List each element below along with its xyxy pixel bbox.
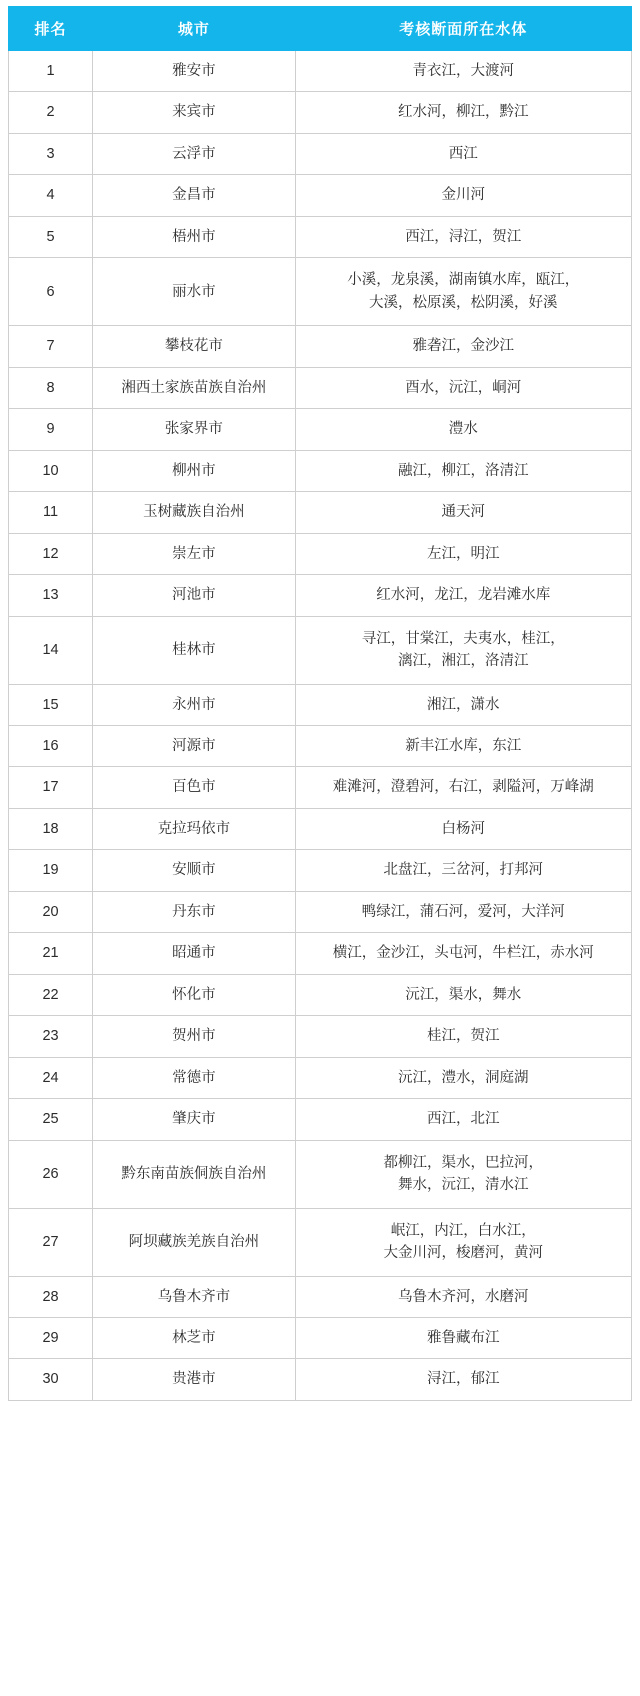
- water-body-line: 大溪，松原溪，松阴溪，好溪: [369, 294, 558, 311]
- water-body-line: 红水河，龙江，龙岩滩水库: [376, 587, 551, 604]
- table-row: [9, 1359, 632, 1400]
- water-body-line: 金川河: [441, 187, 486, 204]
- cell-water-body: [295, 684, 631, 725]
- cell-city: 乌鲁木齐市: [93, 1276, 295, 1317]
- table-row: [9, 133, 632, 174]
- cell-city: 来宾市: [93, 92, 295, 133]
- table-row: [9, 933, 632, 974]
- cell-city: 云浮市: [93, 133, 295, 174]
- cell-rank: 10: [9, 450, 93, 491]
- cell-city: 雅安市: [93, 51, 295, 92]
- table-row: [9, 974, 632, 1015]
- water-body-line: 雅砻江，金沙江: [412, 338, 515, 355]
- water-body-line: 西江，北江: [427, 1111, 500, 1128]
- cell-city: 昭通市: [93, 933, 295, 974]
- table-row: [9, 808, 632, 849]
- cell-city: 桂林市: [93, 616, 295, 684]
- table-header: [9, 7, 632, 51]
- cell-water-body: [295, 367, 631, 408]
- table-row: [9, 367, 632, 408]
- cell-rank: 20: [9, 891, 93, 932]
- cell-rank: 16: [9, 725, 93, 766]
- table-row: [9, 684, 632, 725]
- water-body-line: 融江，柳江，洛清江: [398, 462, 529, 479]
- cell-water-body: [295, 575, 631, 616]
- cell-water-body: [295, 1208, 631, 1276]
- table-row: [9, 1208, 632, 1276]
- water-body-line: 雅鲁藏布江: [427, 1330, 500, 1346]
- table-row: [9, 1057, 632, 1098]
- cell-city: 林芝市: [93, 1318, 295, 1359]
- table-row: [9, 175, 632, 216]
- cell-rank: 26: [9, 1140, 93, 1208]
- cell-water-body: [295, 1318, 631, 1359]
- table-row: [9, 533, 632, 574]
- cell-water-body: [295, 1099, 631, 1140]
- cell-city: 柳州市: [93, 450, 295, 491]
- water-body-line: 沅江，渠水，舞水: [405, 986, 522, 1003]
- table-row: [9, 1016, 632, 1057]
- cell-water-body: [295, 450, 631, 491]
- table-row: [9, 850, 632, 891]
- cell-city: 贵港市: [93, 1359, 295, 1400]
- table-row: [9, 326, 632, 367]
- water-body-line: 都柳江，渠水，巴拉河，: [383, 1154, 544, 1171]
- cell-rank: 5: [9, 216, 93, 257]
- water-body-line: 湘江，潇水: [427, 696, 500, 713]
- cell-city: 阿坝藏族羌族自治州: [93, 1208, 295, 1276]
- table-row: [9, 891, 632, 932]
- cell-water-body: [295, 326, 631, 367]
- cell-city: 百色市: [93, 767, 295, 808]
- table-header-row: [9, 7, 632, 51]
- cell-rank: 14: [9, 616, 93, 684]
- water-body-line: 西江: [448, 145, 478, 162]
- cell-city: 丽水市: [93, 258, 295, 326]
- cell-water-body: [295, 891, 631, 932]
- water-body-line: 澧水: [448, 421, 478, 438]
- cell-rank: 18: [9, 808, 93, 849]
- cell-rank: 19: [9, 850, 93, 891]
- city-water-ranking-table: [8, 6, 632, 1401]
- water-body-line: 桂江，贺江: [427, 1028, 500, 1045]
- water-body-line: 寻江，甘棠江，夫夷水，桂江，: [361, 630, 565, 647]
- cell-city: 黔东南苗族侗族自治州: [93, 1140, 295, 1208]
- cell-water-body: [295, 1276, 631, 1317]
- cell-city: 河源市: [93, 725, 295, 766]
- table-row: [9, 92, 632, 133]
- water-body-line: 鸭绿江，蒲石河，爱河，大洋河: [361, 903, 565, 920]
- water-body-line: 北盘江，三岔河，打邦河: [383, 862, 544, 879]
- table-row: [9, 492, 632, 533]
- cell-city: 湘西土家族苗族自治州: [93, 367, 295, 408]
- cell-water-body: [295, 933, 631, 974]
- cell-water-body: [295, 767, 631, 808]
- cell-rank: 6: [9, 258, 93, 326]
- table-row: [9, 1276, 632, 1317]
- cell-city: 玉树藏族自治州: [93, 492, 295, 533]
- cell-city: 河池市: [93, 575, 295, 616]
- water-body-line: 青衣江，大渡河: [412, 63, 515, 79]
- cell-water-body: [295, 725, 631, 766]
- cell-city: 张家界市: [93, 409, 295, 450]
- cell-water-body: [295, 92, 631, 133]
- cell-rank: 27: [9, 1208, 93, 1276]
- table-row: [9, 1318, 632, 1359]
- cell-rank: 2: [9, 92, 93, 133]
- table-row: [9, 51, 632, 92]
- table-row: [9, 1140, 632, 1208]
- column-header-water: 考核断面所在水体: [295, 7, 631, 51]
- cell-water-body: [295, 258, 631, 326]
- column-header-rank: 排名: [9, 7, 93, 51]
- cell-rank: 15: [9, 684, 93, 725]
- cell-city: 永州市: [93, 684, 295, 725]
- cell-water-body: [295, 1359, 631, 1400]
- cell-rank: 11: [9, 492, 93, 533]
- cell-water-body: [295, 974, 631, 1015]
- table-row: [9, 575, 632, 616]
- water-body-line: 浔江，郁江: [427, 1371, 500, 1388]
- cell-rank: 24: [9, 1057, 93, 1098]
- cell-city: 丹东市: [93, 891, 295, 932]
- cell-water-body: [295, 1016, 631, 1057]
- cell-rank: 22: [9, 974, 93, 1015]
- water-body-line: 沅江，澧水，洞庭湖: [398, 1069, 529, 1086]
- cell-city: 肇庆市: [93, 1099, 295, 1140]
- water-body-line: 西江，浔江，贺江: [405, 228, 522, 245]
- cell-city: 梧州市: [93, 216, 295, 257]
- cell-city: 金昌市: [93, 175, 295, 216]
- column-header-city: 城市: [93, 7, 295, 51]
- water-body-line: 大金川河，梭磨河，黄河: [383, 1245, 544, 1262]
- table-row: [9, 725, 632, 766]
- cell-city: 崇左市: [93, 533, 295, 574]
- water-body-line: 白杨河: [441, 820, 486, 837]
- cell-water-body: [295, 216, 631, 257]
- cell-rank: 9: [9, 409, 93, 450]
- water-body-line: 岷江，内江，白水江，: [390, 1222, 536, 1239]
- cell-rank: 29: [9, 1318, 93, 1359]
- cell-water-body: [295, 850, 631, 891]
- table-row: [9, 409, 632, 450]
- cell-water-body: [295, 51, 631, 92]
- cell-water-body: [295, 133, 631, 174]
- table-row: [9, 216, 632, 257]
- cell-rank: 13: [9, 575, 93, 616]
- cell-city: 常德市: [93, 1057, 295, 1098]
- cell-rank: 12: [9, 533, 93, 574]
- water-body-line: 舞水，沅江，清水江: [398, 1177, 529, 1194]
- cell-water-body: [295, 1057, 631, 1098]
- cell-water-body: [295, 409, 631, 450]
- table-row: [9, 258, 632, 326]
- cell-city: 克拉玛依市: [93, 808, 295, 849]
- water-body-line: 漓江，湘江，洛清江: [398, 653, 529, 670]
- cell-rank: 17: [9, 767, 93, 808]
- cell-city: 安顺市: [93, 850, 295, 891]
- table-row: [9, 767, 632, 808]
- cell-water-body: [295, 492, 631, 533]
- cell-rank: 7: [9, 326, 93, 367]
- cell-rank: 30: [9, 1359, 93, 1400]
- water-body-line: 乌鲁木齐河，水磨河: [398, 1288, 529, 1305]
- water-body-line: 横江，金沙江，头屯河，牛栏江，赤水河: [332, 945, 594, 962]
- water-body-line: 酉水，沅江，峒河: [405, 379, 522, 396]
- cell-water-body: [295, 616, 631, 684]
- water-body-line: 左江，明江: [427, 545, 500, 562]
- cell-rank: 4: [9, 175, 93, 216]
- cell-rank: 1: [9, 51, 93, 92]
- cell-rank: 3: [9, 133, 93, 174]
- table-row: [9, 1099, 632, 1140]
- cell-rank: 23: [9, 1016, 93, 1057]
- water-body-line: 难滩河，澄碧河，右江，剥隘河，万峰湖: [332, 779, 594, 796]
- cell-rank: 8: [9, 367, 93, 408]
- cell-city: 怀化市: [93, 974, 295, 1015]
- cell-water-body: [295, 533, 631, 574]
- cell-water-body: [295, 1140, 631, 1208]
- table-row: [9, 450, 632, 491]
- water-body-line: 新丰江水库，东江: [405, 737, 522, 754]
- cell-rank: 25: [9, 1099, 93, 1140]
- water-body-line: 通天河: [441, 504, 486, 521]
- cell-city: 攀枝花市: [93, 326, 295, 367]
- cell-water-body: [295, 808, 631, 849]
- cell-city: 贺州市: [93, 1016, 295, 1057]
- cell-rank: 28: [9, 1276, 93, 1317]
- table-row: [9, 616, 632, 684]
- table-body: [9, 51, 632, 1401]
- water-body-line: 小溪，龙泉溪，湖南镇水库，瓯江，: [347, 272, 580, 289]
- cell-water-body: [295, 175, 631, 216]
- water-body-line: 红水河，柳江，黔江: [398, 104, 529, 121]
- cell-rank: 21: [9, 933, 93, 974]
